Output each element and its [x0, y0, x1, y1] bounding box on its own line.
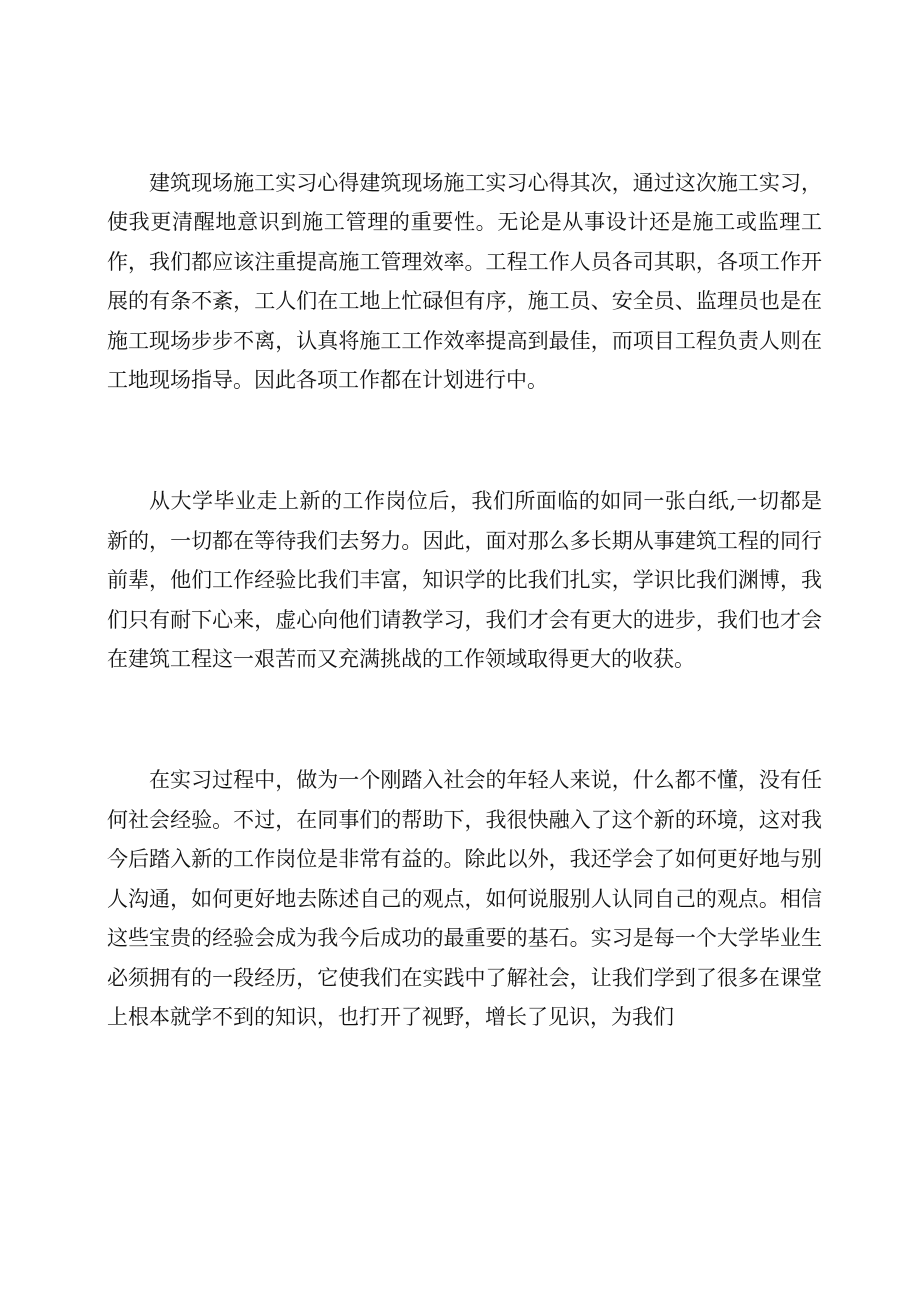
paragraph-3: 在实习过程中，做为一个刚踏入社会的年轻人来说，什么都不懂，没有任何社会经验。不过，在同事们的帮助下，我很快融入了这个新的环境，这对我今后踏入新的工作岗位是非常有益的。除此以外，我还学会了如何更好地与别人沟通，如何更好地去陈述自己的观点，如何说服别人认同自己的观点。相信这些宝贵的经验会成为我今后成功的最重要的基石。实习是每一个大学毕业生必须拥有的一段经历，它使我们在实践中了解社会，让我们学到了很多在课堂上根本就学不到的知识，也打开了视野，增长了见识，为我们: [107, 768, 822, 1029]
document-body: [107, 164, 822, 1037]
paragraph-2: 从大学毕业走上新的工作岗位后，我们所面临的如同一张白纸,一切都是新的，一切都在等待我们去努力。因此，面对那么多长期从事建筑工程的同行前辈，他们工作经验比我们丰富，知识学的比我们扎实，学识比我们渊博，我们只有耐下心来，虚心向他们请教学习，我们才会有更大的进步，我们也才会在建筑工程这一艰苦而又充满挑战的工作领域取得更大的收获。: [107, 489, 822, 672]
paragraph-1: 建筑现场施工实习心得建筑现场施工实习心得其次，通过这次施工实习，使我更清醒地意识到施工管理的重要性。无论是从事设计还是施工或监理工作，我们都应该注重提高施工管理效率。工程工作人员各司其职，各项工作开展的有条不紊，工人们在工地上忙碌但有序，施工员、安全员、监理员也是在施工现场步步不离，认真将施工工作效率提高到最佳，而项目工程负责人则在工地现场指导。因此各项工作都在计划进行中。: [107, 171, 822, 393]
